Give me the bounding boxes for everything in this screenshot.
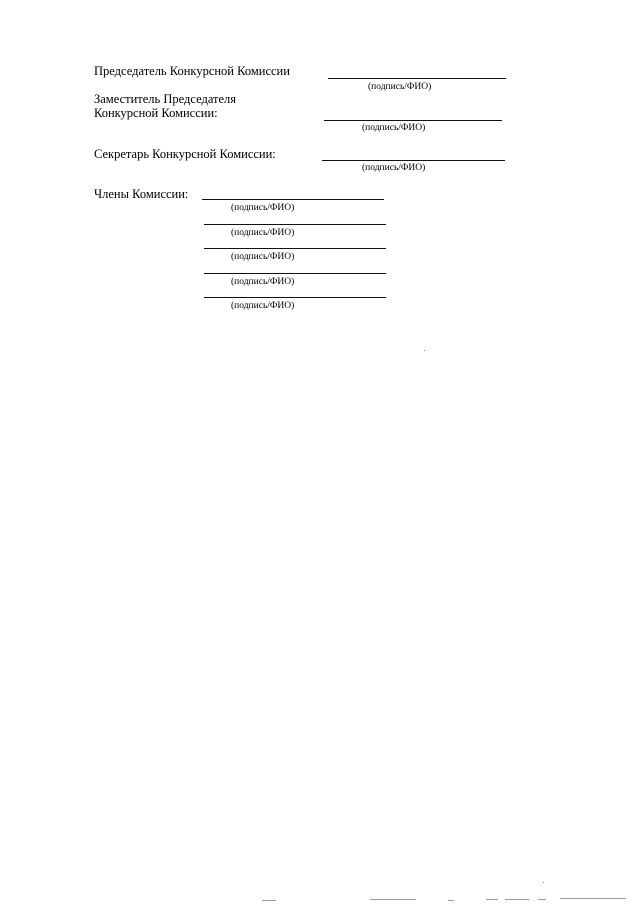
deputy-label-line1: Заместитель Председателя xyxy=(94,92,237,106)
member-signature-caption-5: (подпись/ФИО) xyxy=(231,301,295,311)
member-signature-line-1 xyxy=(202,199,384,200)
scan-speck xyxy=(538,899,546,900)
member-signature-caption-1: (подпись/ФИО) xyxy=(231,203,295,213)
deputy-signature-line xyxy=(324,120,502,121)
secretary-label: Секретарь Конкурсной Комиссии: xyxy=(94,147,276,161)
deputy-label-line2: Конкурсной Комиссии: xyxy=(94,106,218,120)
scan-speck xyxy=(560,898,626,899)
member-signature-caption-2: (подпись/ФИО) xyxy=(231,228,295,238)
member-signature-caption-3: (подпись/ФИО) xyxy=(231,252,295,262)
scan-speck xyxy=(370,899,416,900)
secretary-signature-caption: (подпись/ФИО) xyxy=(362,163,426,173)
deputy-signature-caption: (подпись/ФИО) xyxy=(362,123,426,133)
member-signature-line-5 xyxy=(204,297,386,298)
scan-speck xyxy=(448,900,454,901)
scan-speck xyxy=(505,899,529,900)
chairman-signature-line xyxy=(328,78,506,79)
scan-speck xyxy=(424,350,425,351)
member-signature-line-3 xyxy=(204,248,386,249)
members-label: Члены Комиссии: xyxy=(94,187,189,201)
scan-speck xyxy=(543,882,544,883)
scan-speck xyxy=(486,899,498,900)
member-signature-caption-4: (подпись/ФИО) xyxy=(231,277,295,287)
member-signature-line-2 xyxy=(204,224,386,225)
chairman-label: Председатель Конкурсной Комиссии xyxy=(94,64,290,78)
member-signature-line-4 xyxy=(204,273,386,274)
secretary-signature-line xyxy=(322,160,505,161)
scan-speck xyxy=(262,900,276,901)
chairman-signature-caption: (подпись/ФИО) xyxy=(368,82,432,92)
